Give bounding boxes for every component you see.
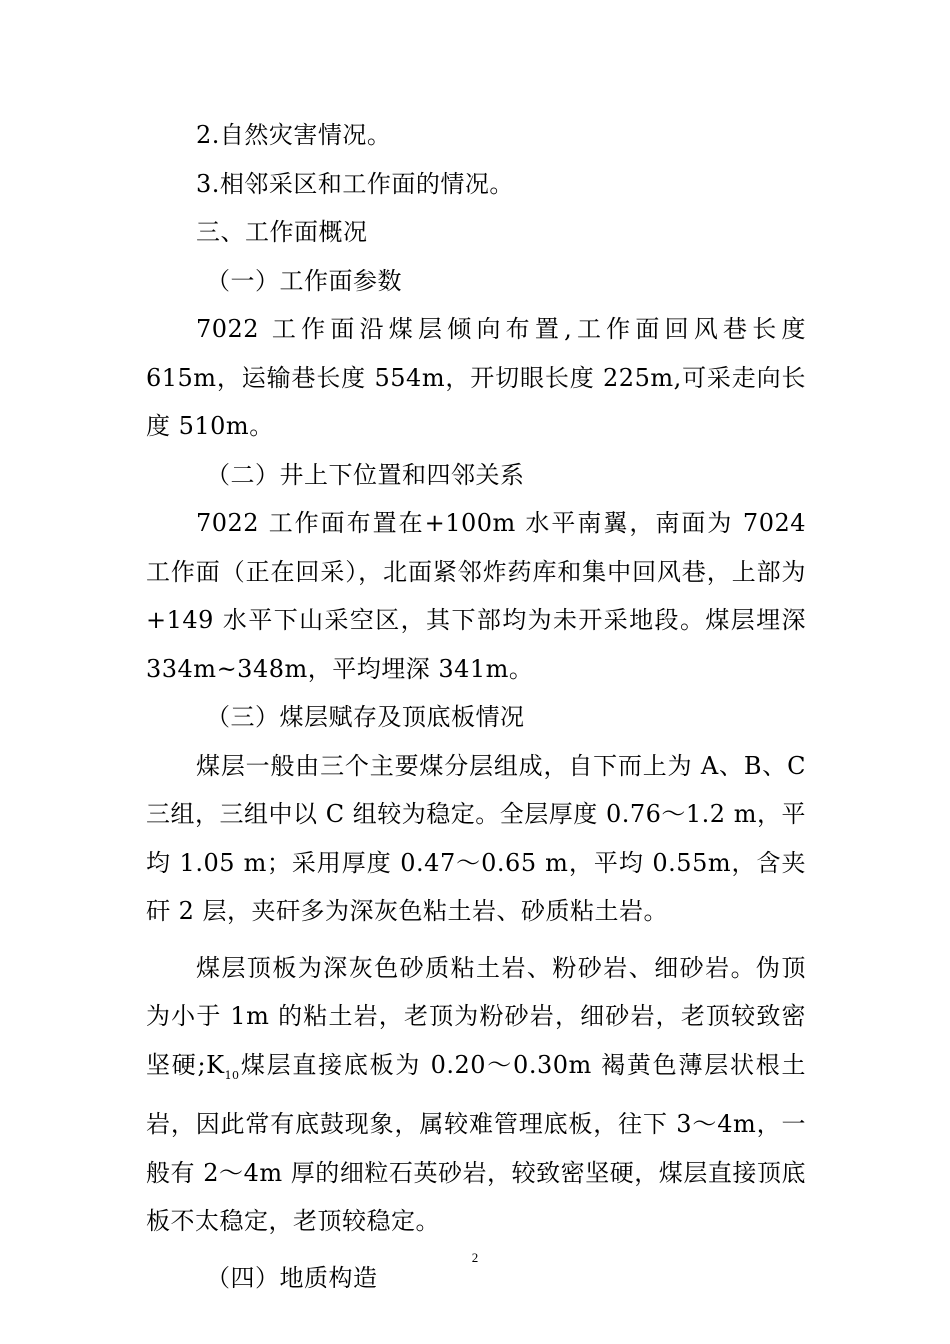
subheading-3: （三）煤层赋存及顶底板情况 bbox=[206, 703, 525, 731]
subheading-1: （一）工作面参数 bbox=[206, 266, 402, 295]
item-adjacent-areas: 3.相邻采区和工作面的情况。 bbox=[196, 169, 514, 198]
document-body bbox=[146, 111, 806, 1302]
subheading-4: （四）地质构造 bbox=[206, 1263, 378, 1292]
paragraph-parameters: 7022 工作面沿煤层倾向布置,工作面回风巷长度 615m，运输巷长度 554m，开切眼长度 225m,可采走向长度 510m。 bbox=[146, 315, 806, 440]
roof-floor-text-1: 煤层顶板为深灰色砂质粘土岩、粉砂岩、细砂岩。伪顶为小于 1m 的粘土岩，老顶为粉砂岩，细砂岩，老顶较致密坚硬;K bbox=[146, 953, 806, 1079]
item-natural-disasters: 2.自然灾害情况。 bbox=[196, 121, 392, 149]
paragraph-seam: 煤层一般由三个主要煤分层组成，自下而上为 A、B、C 三组，三组中以 C 组较为稳定。全层厚度 0.76～1.2 m，平均 1.05 m；采用厚度 0.47～0.65 m，平均 0.55m，含夹矸 2 层，夹矸多为深灰色粘土岩、砂质粘土岩。 bbox=[146, 751, 806, 925]
roof-floor-text-2: 煤层直接底板为 0.20～0.30m 褐黄色薄层状根土岩，因此常有底鼓现象，属较难管理底板，往下 3～4m，一般有 2～4m 厚的细粒石英砂岩，较致密坚硬，煤层直接顶底板不太稳定，老顶较稳定。 bbox=[146, 1050, 807, 1235]
roof-floor-subscript: 10 bbox=[224, 1068, 240, 1082]
page-number: 2 bbox=[471, 1250, 479, 1265]
subheading-2: （二）井上下位置和四邻关系 bbox=[206, 460, 525, 489]
paragraph-roof-floor bbox=[146, 944, 806, 1246]
paragraph-location: 7022 工作面布置在+100m 水平南翼，南面为 7024 工作面（正在回采），北面紧邻炸药库和集中回风巷，上部为+149 水平下山采空区，其下部均为未开采地段。煤层埋深 334m~348m，平均埋深 341m。 bbox=[146, 509, 806, 683]
section-heading-3: 三、工作面概况 bbox=[196, 218, 368, 246]
